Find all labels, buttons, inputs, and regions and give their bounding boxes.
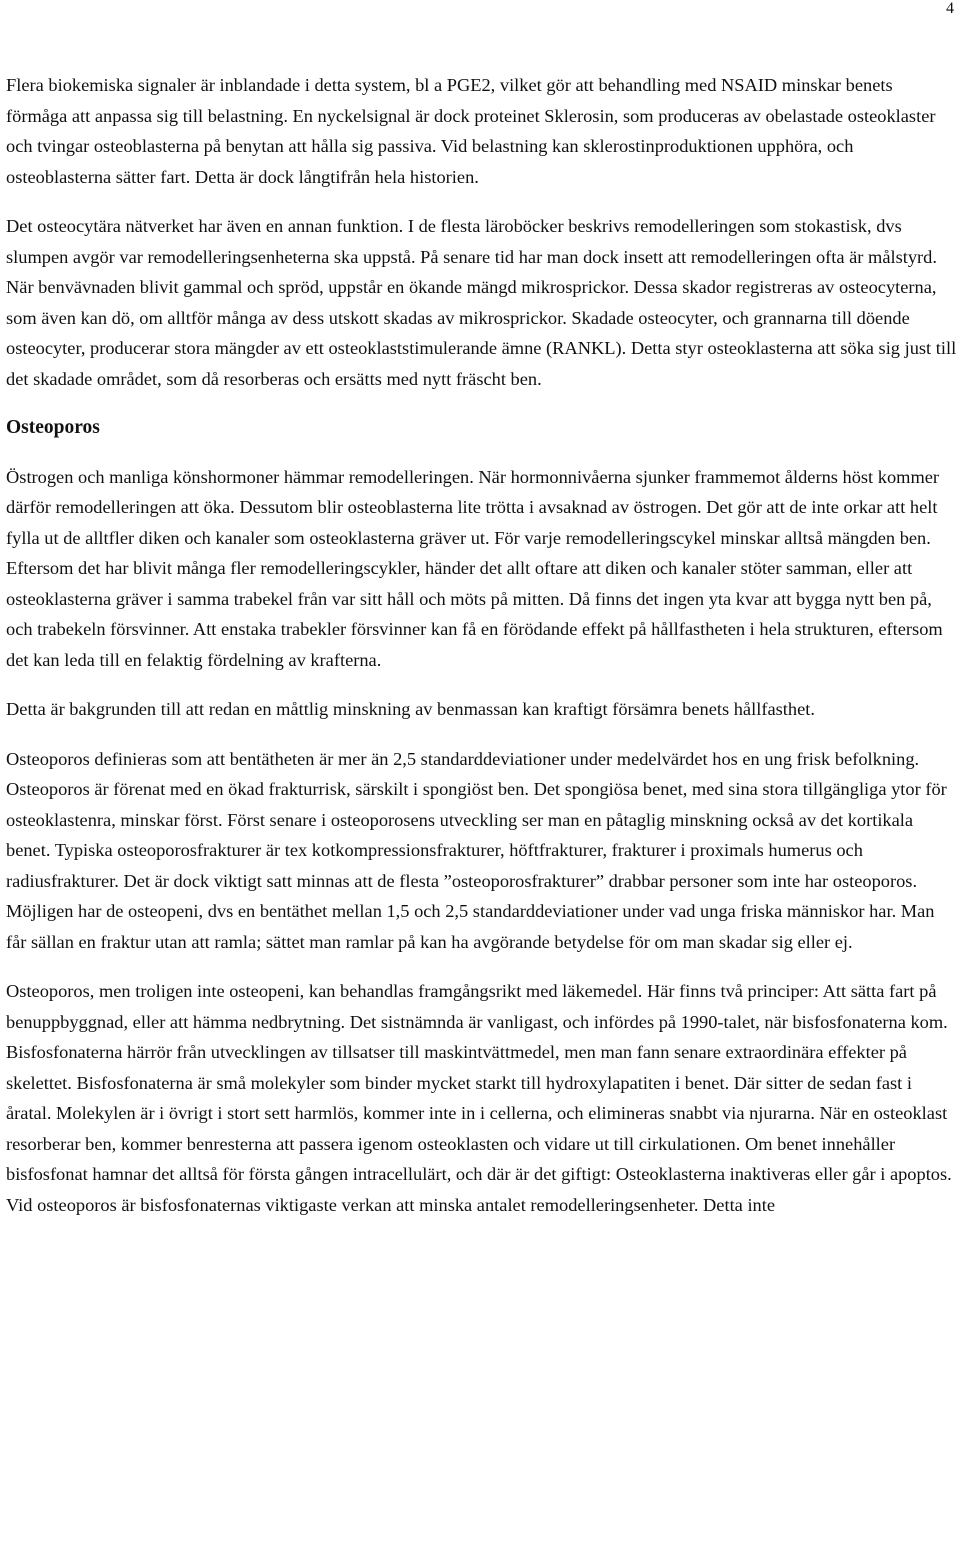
document-body: [6, 70, 958, 1220]
paragraph-hormones: Östrogen och manliga könshormoner hämmar remodelleringen. När hormonnivåerna sjunker frammemot ålderns höst kommer därför remodelleringen att öka. Dessutom blir osteoblasterna lite trötta i avsaknad av östrogen. Det gör att de inte orkar att helt fylla ut de alltfler diken och kanaler som osteoklasterna gräver ut. För varje remodelleringscykel minskar alltså mängden ben. Eftersom det har blivit många fler remodelleringscykler, händer det allt oftare att diken och kanaler stöter samman, eller att osteoklasterna gräver i samma trabekel från var sitt håll och möts på mitten. Då finns det ingen yta kvar att bygga nytt ben på, och trabekeln försvinner. Att enstaka trabekler försvinner kan få en förödande effekt på hållfastheten i hela strukturen, eftersom det kan leda till en felaktig fördelning av krafterna.: [6, 466, 943, 670]
paragraph-osteocyte-network: Det osteocytära nätverket har även en annan funktion. I de flesta läroböcker beskrivs remodelleringen som stokastisk, dvs slumpen avgör var remodelleringsenheterna ska uppstå. På senare tid har man dock insett att remodelleringen ofta är målstyrd. När benvävnaden blivit gammal och spröd, uppstår en ökande mängd mikrosprickor. Dessa skador registreras av osteocyterna, som även kan dö, om alltför många av dess utskott skadas av mikrosprickor. Skadade osteocyter, och grannarna till döende osteocyter, producerar stora mängder av ett osteoklaststimulerande ämne (RANKL). Detta styr osteoklasterna att söka sig just till det skadade området, som då resorberas och ersätts med nytt fräscht ben.: [6, 216, 957, 389]
page-number: 4: [946, 0, 954, 17]
section-heading-osteoporos: Osteoporos: [6, 417, 100, 438]
paragraph-definition: Osteoporos definieras som att bentätheten är mer än 2,5 standarddeviationer under medelvärdet hos en ung frisk befolkning. Osteoporos är förenat med en ökad frakturrisk, särskilt i spongiöst ben. Det spongiösa benet, med sina stora tillgängliga ytor för osteoklastenra, minskar först. Först senare i osteoporosens utveckling ser man en påtaglig minskning också av det kortikala benet. Typiska osteoporosfrakturer är tex kotkompressionsfrakturer, höftfrakturer, frakturer i proximals humerus och radiusfrakturer. Det är dock viktigt satt minnas att de flesta ”osteoporosfrakturer” drabbar personer som inte har osteoporos. Möjligen har de osteopeni, dvs en bentäthet mellan 1,5 och 2,5 standarddeviationer under vad unga friska människor har. Man får sällan en fraktur utan att ramla; sättet man ramlar på kan ha avgörande betydelse för om man skadar sig eller ej.: [6, 748, 947, 952]
paragraph-background: Detta är bakgrunden till att redan en måttlig minskning av benmassan kan kraftigt försämra benets hållfasthet.: [6, 699, 815, 719]
paragraph-signals: Flera biokemiska signaler är inblandade i detta system, bl a PGE2, vilket gör att behandling med NSAID minskar benets förmåga att anpassa sig till belastning. En nyckelsignal är dock proteinet Sklerosin, som produceras av obelastade osteoklaster och tvingar osteoblasterna på benytan att hålla sig passiva. Vid belastning kan sklerostinproduktionen upphöra, och osteoblasterna sätter fart. Detta är dock långtifrån hela historien.: [6, 75, 936, 187]
paragraph-treatment: Osteoporos, men troligen inte osteopeni, kan behandlas framgångsrikt med läkemedel. Här finns två principer: Att sätta fart på benuppbyggnad, eller att hämma nedbrytning. Det sistnämnda är vanligast, och infördes på 1990-talet, när bisfosfonaterna kom. Bisfosfonaterna härrör från utvecklingen av tillsatser till maskintvättmedel, men man fann senare extraordinära effekter på skelettet. Bisfosfonaterna är små molekyler som binder mycket starkt till hydroxylapatiten i benet. Där sitter de sedan fast i åratal. Molekylen är i övrigt i stort sett harmlös, kommer inte in i cellerna, och elimineras snabbt via njurarna. När en osteoklast resorberar ben, kommer benresterna att passera igenom osteoklasten och vidare ut till cirkulationen. Om benet innehåller bisfosfonat hamnar det alltså för första gången intracellulärt, och där är det giftigt: Osteoklasterna inaktiveras eller går i apoptos. Vid osteoporos är bisfosfonaternas viktigaste verkan att minska antalet remodelleringsenheter. Detta inte: [6, 981, 952, 1215]
